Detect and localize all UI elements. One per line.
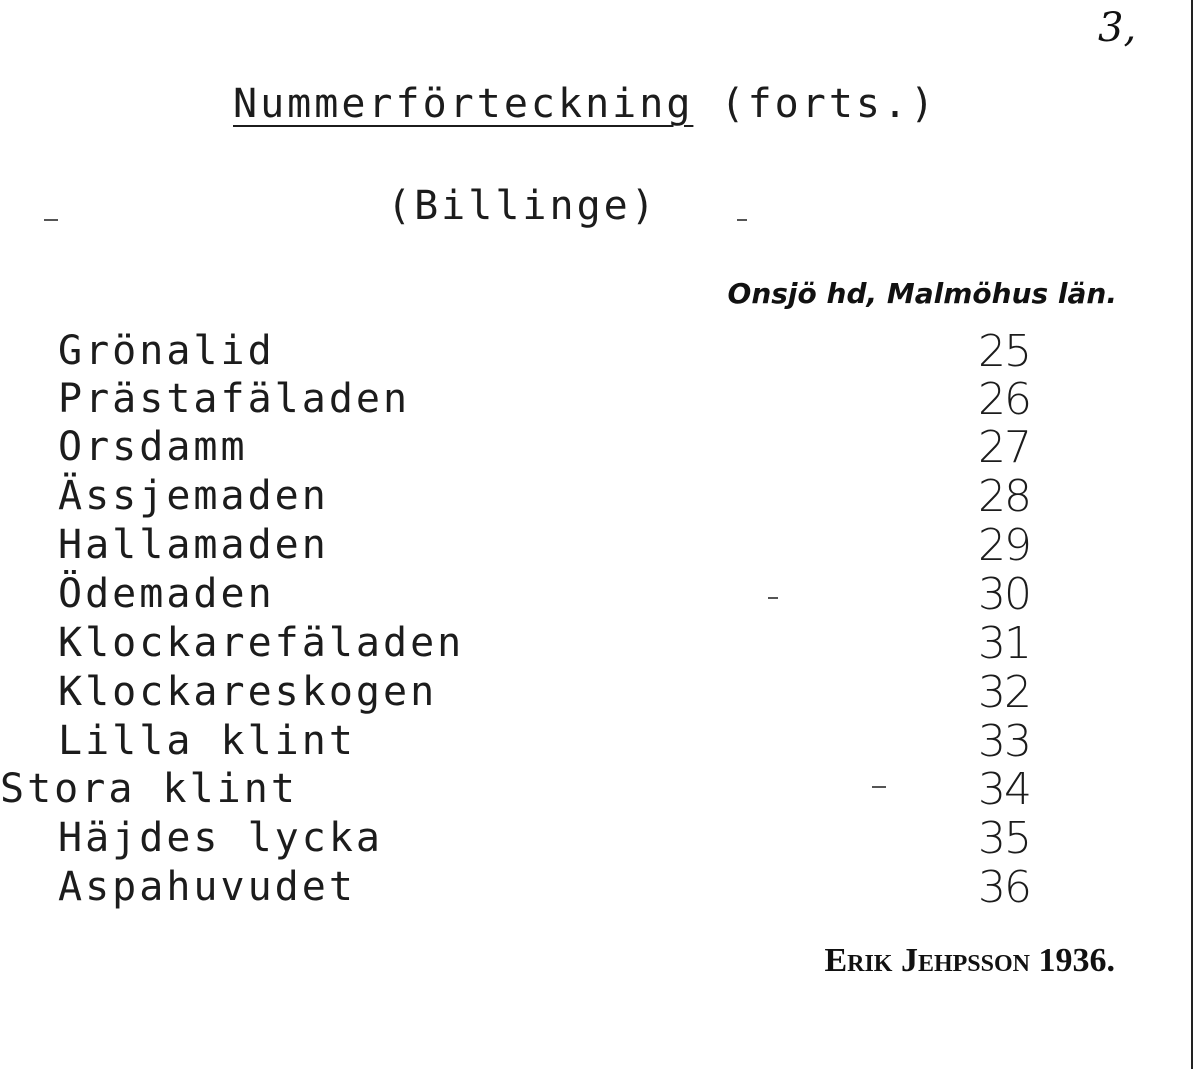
page-title [233, 81, 938, 127]
place-number: 32 [978, 667, 1030, 718]
place-name: Lilla klint [58, 718, 356, 764]
page-number: 3, [1098, 5, 1137, 51]
list-item [0, 522, 1197, 569]
place-name: Ödemaden [58, 571, 275, 617]
place-name: Hallamaden [58, 522, 329, 568]
place-number: 30 [978, 569, 1030, 620]
place-number: 31 [978, 618, 1030, 669]
place-name: Aspahuvudet [58, 864, 356, 910]
place-number: 34 [978, 764, 1030, 815]
list-item [0, 328, 1197, 375]
signature: Erik Jehpsson 1936. [824, 942, 1115, 979]
place-name: Klockareskogen [58, 669, 438, 715]
list-item [0, 718, 1197, 765]
place-name: Stora klint [0, 766, 298, 812]
place-name: Häjdes lycka [58, 815, 383, 861]
place-name: Prästafäladen [58, 376, 411, 422]
title-suffix: (forts.) [720, 81, 938, 127]
place-name: Ässjemaden [58, 473, 329, 519]
place-number: 33 [978, 716, 1030, 767]
place-number: 26 [978, 374, 1030, 425]
list-item [0, 424, 1197, 471]
scan-speck [44, 219, 58, 221]
place-number: 29 [978, 520, 1030, 571]
list-item [0, 376, 1197, 423]
list-item [0, 864, 1197, 911]
list-item [0, 815, 1197, 862]
list-item [0, 669, 1197, 716]
list-item [0, 766, 1197, 813]
place-number: 27 [978, 422, 1030, 473]
title-main: Nummerförteckning [233, 81, 694, 127]
place-name: Orsdamm [58, 424, 248, 470]
place-number: 25 [978, 326, 1030, 377]
number-list [0, 328, 1197, 928]
region-heading: Onsjö hd, Malmöhus län. [727, 277, 1117, 310]
place-number: 36 [978, 862, 1030, 913]
place-name: Grönalid [58, 328, 275, 374]
subtitle: (Billinge) [387, 183, 658, 229]
place-number: 35 [978, 813, 1030, 864]
scan-speck [737, 219, 747, 221]
list-item [0, 473, 1197, 520]
place-number: 28 [978, 471, 1030, 522]
list-item [0, 571, 1197, 618]
list-item [0, 620, 1197, 667]
place-name: Klockarefäladen [58, 620, 465, 666]
